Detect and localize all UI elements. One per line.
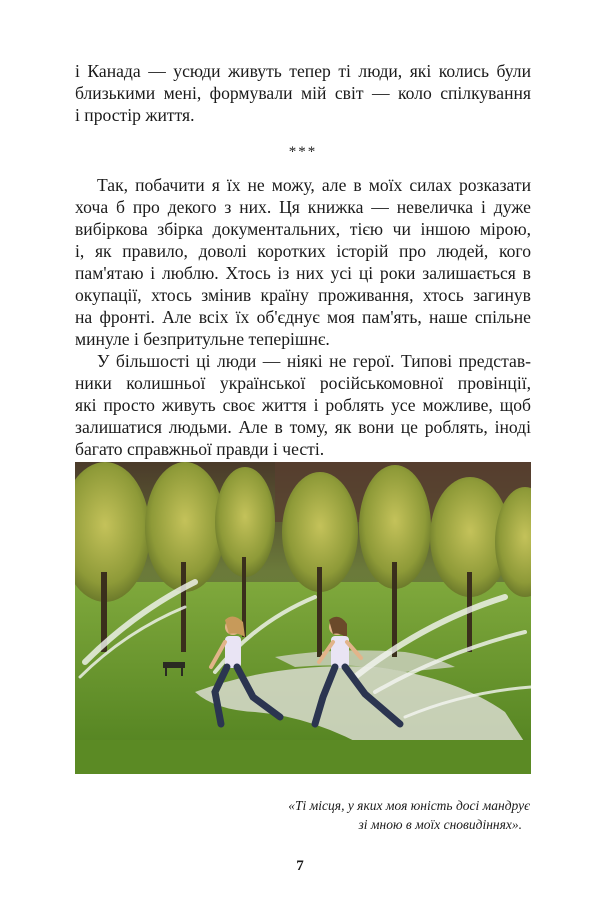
paragraph-1 [75,60,531,126]
p3-line-5: багато справжньої правди і честі. [75,439,325,459]
paragraph-2 [75,174,531,350]
p2-line-2: хоча б про декого з них. Ця книжка — невеличка і дуже [75,197,531,217]
p2-line-7: на фронті. Але всіх їх об'єднує моя пам'ять, наше спільне [75,307,531,327]
p3-line-2: ники колишньої української російськомовної провінції, [75,373,531,393]
paragraph-3 [75,350,531,460]
p2-line-4: і, як правило, доволі коротких історій про людей, кого [75,241,531,261]
p3-line-1: У більшості ці люди — ніякі не герої. Типові представ- [97,351,531,371]
p2-line-6: окупації, хтось змінив країну проживання, хтось загинув [75,285,531,305]
section-separator: *** [288,144,318,160]
photo-illustration [75,462,531,774]
caption-line-2: зі мною в моїх сновидіннях». [358,817,522,832]
p1-line-1: і Канада — усюди живуть тепер ті люди, які колись були [75,61,531,81]
p2-line-8: минуле і безпритульне теперішнє. [75,329,330,349]
photo-caption [150,796,530,834]
p2-line-1: Так, побачити я їх не можу, але в моїх силах розказати [97,175,531,195]
caption-line-1: «Ті місця, у яких моя юність досі мандрує [288,798,530,813]
p2-line-3: вибіркова збірка документальних, тією чи іншою мірою, [75,219,531,239]
p2-line-5: пам'ятаю і люблю. Хтось із них усі ці роки залишається в [75,263,531,283]
page-body [75,60,531,460]
p3-line-3: які просто живуть своє життя і роблять усе можливе, щоб [75,395,531,415]
page-number: 7 [296,858,304,874]
p1-line-3: і простір життя. [75,105,195,125]
p1-line-2: близькими мені, формували мій світ — коло спілкування [75,83,531,103]
park-sprinkler-photo [75,462,531,774]
p3-line-4: залишатися людьми. Але в тому, як вони це роблять, іноді [75,417,531,437]
